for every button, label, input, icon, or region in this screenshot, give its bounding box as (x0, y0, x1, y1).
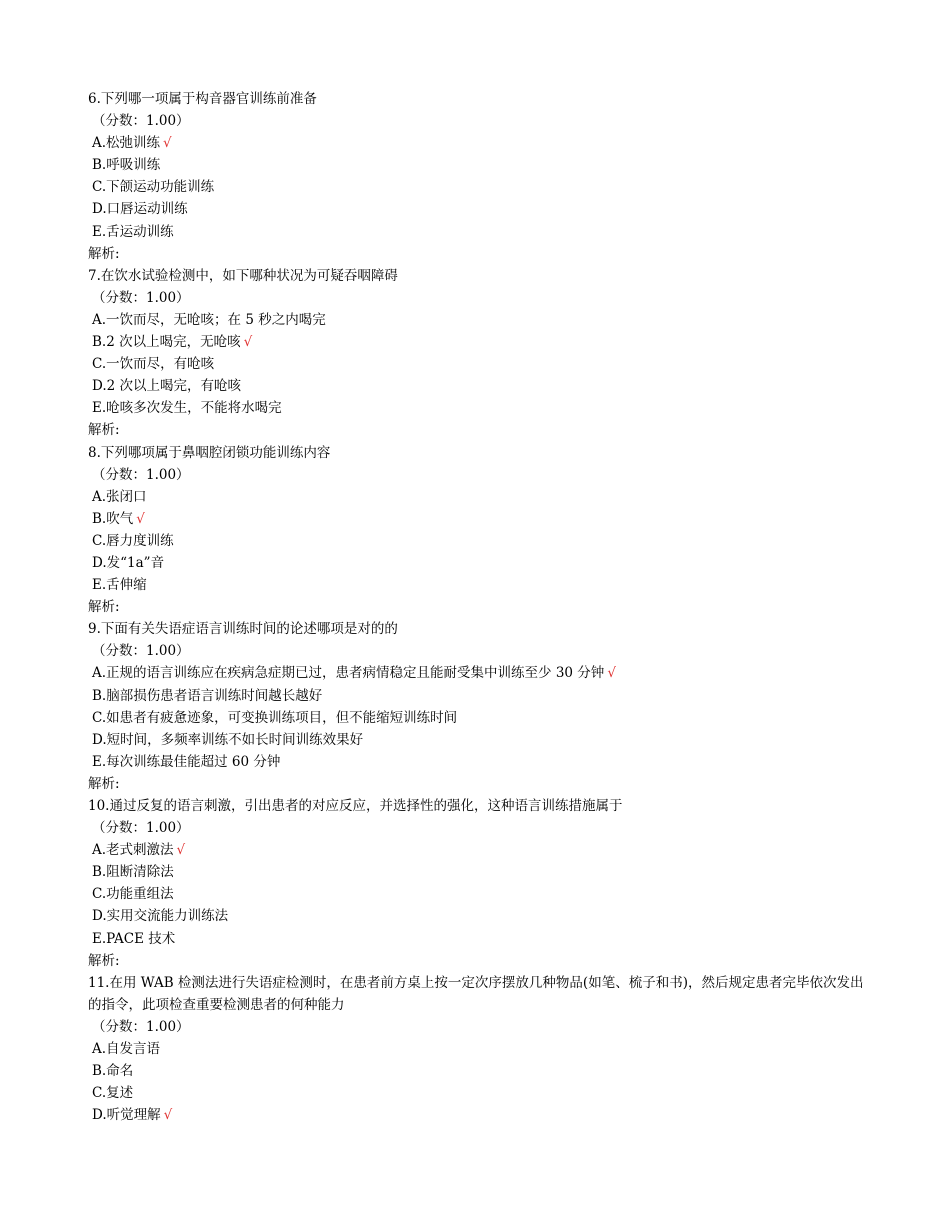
answer-option-text: D.短时间，多频率训练不如长时间训练效果好 (92, 731, 364, 748)
question-stem: 10.通过反复的语言刺激，引出患者的对应反应，并选择性的强化，这种语言训练措施属于 (88, 798, 623, 814)
correct-check-icon: √ (163, 135, 172, 152)
answer-option (88, 1038, 868, 1060)
answer-option-text: B.吹气 (92, 510, 134, 527)
answer-option-text: C.复述 (92, 1085, 134, 1102)
answer-option-text: A.老式刺激法 (92, 842, 174, 859)
answer-option (88, 883, 868, 905)
answer-option (88, 176, 868, 198)
analysis-label: 解析: (88, 245, 120, 262)
answer-option-text: C.如患者有疲惫迹象，可变换训练项目，但不能缩短训练时间 (92, 709, 458, 726)
answer-option-text: B.脑部损伤患者语言训练时间越长越好 (92, 687, 323, 704)
correct-check-icon: √ (163, 1107, 173, 1124)
question-block (88, 618, 868, 795)
answer-option-text: A.一饮而尽，无呛咳；在 5 秒之内喝完 (92, 311, 326, 328)
answer-option (88, 905, 868, 927)
answer-option-text: E.呛咳多次发生，不能将水喝完 (92, 400, 282, 417)
question-stem: 11.在用 WAB 检测法进行失语症检测时，在患者前方桌上按一定次序摆放几种物品(如笔、梳子和书)，然后规定患者完毕依次发出的指令，此项检查重要检测患者的何种能力 (88, 974, 864, 1013)
answer-option (88, 662, 868, 684)
answer-option-text: D.发“1a”音 (92, 554, 165, 571)
question-score: （分数：1.00） (92, 113, 190, 130)
correct-check-icon: √ (607, 665, 616, 682)
answer-option-text: C.唇力度训练 (92, 532, 174, 549)
analysis-label: 解析: (88, 599, 120, 616)
answer-option-text: A.自发言语 (92, 1041, 161, 1058)
answer-option (88, 221, 868, 243)
answer-option (88, 486, 868, 508)
answer-option (88, 751, 868, 773)
answer-option-text: B.呼吸训练 (92, 157, 161, 174)
answer-option-text: C.下颌运动功能训练 (92, 179, 215, 196)
question-block (88, 972, 868, 1127)
answer-option-text: A.正规的语言训练应在疾病急症期已过，患者病情稳定且能耐受集中训练至少 30 分钟 (92, 665, 605, 682)
answer-option (88, 309, 868, 331)
correct-check-icon: √ (176, 842, 186, 859)
answer-option-text: E.舌伸缩 (92, 577, 147, 594)
answer-option (88, 375, 868, 397)
answer-option (88, 331, 868, 353)
answer-option (88, 928, 868, 950)
question-score: （分数：1.00） (92, 820, 190, 837)
answer-option (88, 530, 868, 552)
answer-option-text: E.PACE 技术 (92, 930, 176, 947)
question-stem: 6.下列哪一项属于构音器官训练前准备 (88, 91, 317, 107)
answer-option (88, 707, 868, 729)
question-list (88, 88, 868, 1126)
answer-option (88, 729, 868, 751)
question-score: （分数：1.00） (92, 1018, 190, 1035)
answer-option-text: B.阻断清除法 (92, 864, 174, 881)
correct-check-icon: √ (243, 334, 253, 351)
answer-option (88, 1060, 868, 1082)
answer-option-text: A.张闭口 (92, 488, 147, 505)
answer-option (88, 1104, 868, 1126)
answer-option (88, 397, 868, 419)
answer-option (88, 508, 868, 530)
answer-option-text: A.松弛训练 (92, 135, 161, 152)
answer-option (88, 1082, 868, 1104)
question-stem: 8.下列哪项属于鼻咽腔闭锁功能训练内容 (88, 444, 331, 461)
answer-option-text: D.2 次以上喝完，有呛咳 (92, 378, 242, 395)
analysis-label: 解析: (88, 775, 120, 792)
answer-option-text: D.实用交流能力训练法 (92, 908, 229, 925)
question-block (88, 442, 868, 619)
answer-option (88, 861, 868, 883)
question-block (88, 795, 868, 972)
answer-option-text: C.功能重组法 (92, 886, 174, 903)
correct-check-icon: √ (136, 510, 145, 527)
answer-option (88, 839, 868, 861)
answer-option (88, 353, 868, 375)
answer-option-text: E.每次训练最佳能超过 60 分钟 (92, 753, 281, 770)
question-block (88, 88, 868, 265)
answer-option (88, 552, 868, 574)
answer-option-text: D.听觉理解 (92, 1107, 161, 1124)
answer-option-text: C.一饮而尽，有呛咳 (92, 356, 215, 373)
question-stem: 9.下面有关失语症语言训练时间的论述哪项是对的的 (88, 621, 398, 638)
answer-option-text: B.2 次以上喝完，无呛咳 (92, 334, 241, 351)
analysis-label: 解析: (88, 422, 120, 439)
answer-option (88, 132, 868, 154)
answer-option-text: E.舌运动训练 (92, 223, 174, 240)
analysis-label: 解析: (88, 952, 120, 969)
answer-option (88, 685, 868, 707)
question-stem: 7.在饮水试验检测中，如下哪种状况为可疑吞咽障碍 (88, 267, 398, 284)
question-score: （分数：1.00） (92, 289, 190, 306)
answer-option-text: B.命名 (92, 1063, 134, 1080)
answer-option (88, 154, 868, 176)
answer-option (88, 198, 868, 220)
question-score: （分数：1.00） (92, 643, 190, 660)
question-score: （分数：1.00） (92, 466, 190, 483)
question-block (88, 265, 868, 442)
answer-option-text: D.口唇运动训练 (92, 201, 188, 218)
answer-option (88, 574, 868, 596)
